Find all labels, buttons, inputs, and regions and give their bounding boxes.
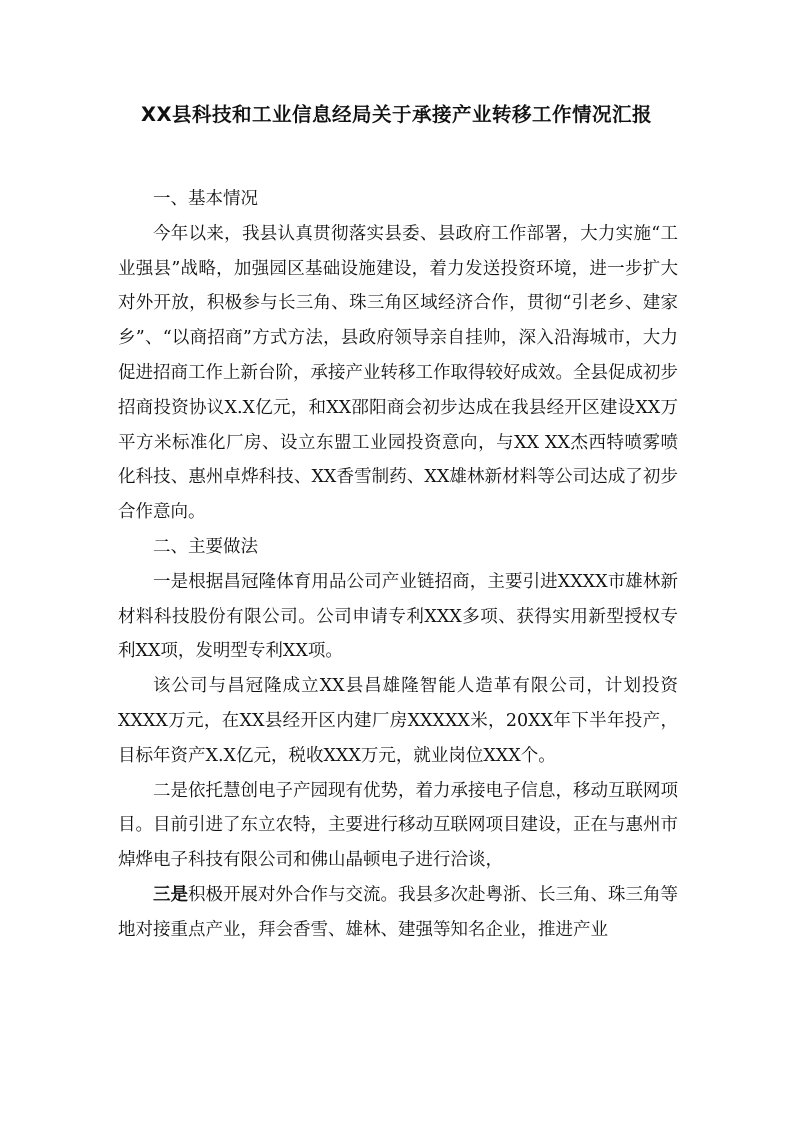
paragraph-practice-one: 一是根据昌冠隆体育用品公司产业链招商，主要引进XXXX市雄林新材料科技股份有限公司。公司申请专利XXX多项、获得实用新型授权专利XX项，发明型专利XX项。 bbox=[118, 571, 678, 662]
document-title: XX县科技和工业信息经局关于承接产业转移工作情况汇报 bbox=[140, 103, 653, 126]
paragraph-basic-situation: 今年以来，我县认真贯彻落实县委、县政府工作部署，大力实施“工业强县”战略，加强园区基础设施建设，着力发送投资环境，进一步扩大对外开放，积极参与长三角、珠三角区域经济合作，贯彻“引老乡、建家乡”、“以商招商”方式方法，县政府领导亲自挂帅，深入沿海城市，大力促进招商工作上新台阶，承接产业转移工作取得较好成效。全县促成初步招商投资协议X.X亿元，和XX邵阳商会初步达成在我县经开区建设XX万平方米标准化厂房、设立东盟工业园投资意向，与XX XX杰西特喷雾喷化科技、惠州卓烨科技、XX香雪制药、XX雄林新材料等公司达成了初步合作意向。 bbox=[118, 223, 678, 523]
document-body bbox=[118, 182, 678, 948]
section-heading-basic-situation: 一、基本情况 bbox=[153, 189, 258, 209]
section-heading-main-practices: 二、主要做法 bbox=[153, 536, 258, 557]
practice-three-text: 积极开展对外合作与交流。我县多次赴粤浙、长三角、珠三角等地对接重点产业，拜会香雪、雄林、建强等知名企业，推进产业 bbox=[118, 884, 678, 940]
paragraph-practice-three bbox=[118, 878, 678, 948]
practice-three-lead: 三是 bbox=[153, 884, 188, 905]
paragraph-practice-two: 二是依托慧创电子产园现有优势，着力承接电子信息，移动互联网项目。目前引进了东立农特，主要进行移动互联网项目建设，正在与惠州市焯烨电子科技有限公司和佛山晶顿电子进行洽谈， bbox=[118, 780, 678, 871]
paragraph-company-joint-venture: 该公司与昌冠隆成立XX县昌雄隆智能人造革有限公司，计划投资XXXX万元，在XX县经开区内建厂房XXXXX米，20XX年下半年投产，目标年资产X.X亿元，税收XXX万元，就业岗位XXX个。 bbox=[118, 676, 678, 766]
